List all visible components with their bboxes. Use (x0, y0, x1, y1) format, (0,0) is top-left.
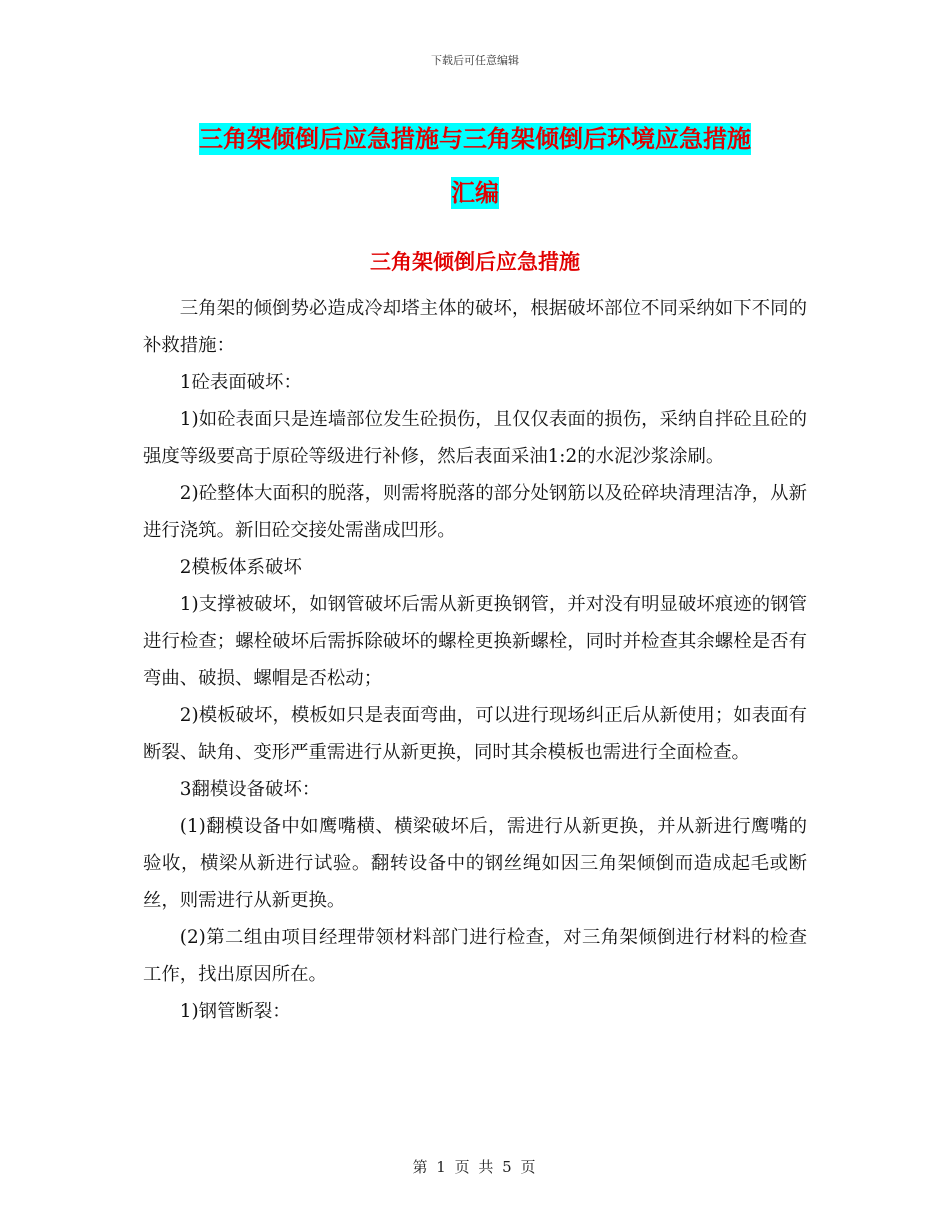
document-body (143, 290, 807, 1030)
header-note: 下载后可任意编辑 (431, 54, 519, 67)
subheading: 1砼表面破坏： (179, 372, 302, 393)
section-title: 三角架倾倒后应急措施 (370, 250, 580, 274)
paragraph: (2)第二组由项目经理带领材料部门进行检查，对三角架倾倒进行材料的检查工作，找出原因所在。 (143, 927, 807, 985)
page-footer: 第 1 页 共 5 页 (412, 1158, 538, 1176)
subheading: 1)钢管断裂： (179, 1001, 291, 1022)
subheading: 3翻模设备破坏： (179, 779, 321, 800)
paragraph: 三角架的倾倒势必造成冷却塔主体的破坏，根据破坏部位不同采纳如下不同的补救措施： (143, 298, 807, 356)
paragraph: (1)翻模设备中如鹰嘴横、横梁破坏后，需进行从新更换，并从新进行鹰嘴的验收，横梁从新进行试验。翻转设备中的钢丝绳如因三角架倾倒而造成起毛或断丝，则需进行从新更换。 (143, 816, 807, 911)
title-line-2: 汇编 (451, 179, 499, 207)
paragraph: 2)模板破坏，模板如只是表面弯曲，可以进行现场纠正后从新使用；如表面有断裂、缺角、变形严重需进行从新更换，同时其余模板也需进行全面检查。 (143, 705, 807, 763)
paragraph: 2)砼整体大面积的脱落，则需将脱落的部分处钢筋以及砼碎块清理洁净，从新进行浇筑。新旧砼交接处需凿成凹形。 (143, 483, 807, 541)
paragraph: 1)支撑被破坏，如钢管破坏后需从新更换钢管，并对没有明显破坏痕迹的钢管进行检查；螺栓破坏后需拆除破坏的螺栓更换新螺栓，同时并检查其余螺栓是否有弯曲、破损、螺帽是否松动； (143, 594, 807, 689)
subheading: 2模板体系破坏 (179, 557, 302, 578)
document-title (140, 112, 810, 220)
paragraph: 1)如砼表面只是连墙部位发生砼损伤，且仅仅表面的损伤，采纳自拌砼且砼的强度等级要高于原砼等级进行补修，然后表面采油1:2的水泥沙浆涂刷。 (143, 409, 807, 467)
title-line-1: 三角架倾倒后应急措施与三角架倾倒后环境应急措施 (199, 125, 751, 153)
